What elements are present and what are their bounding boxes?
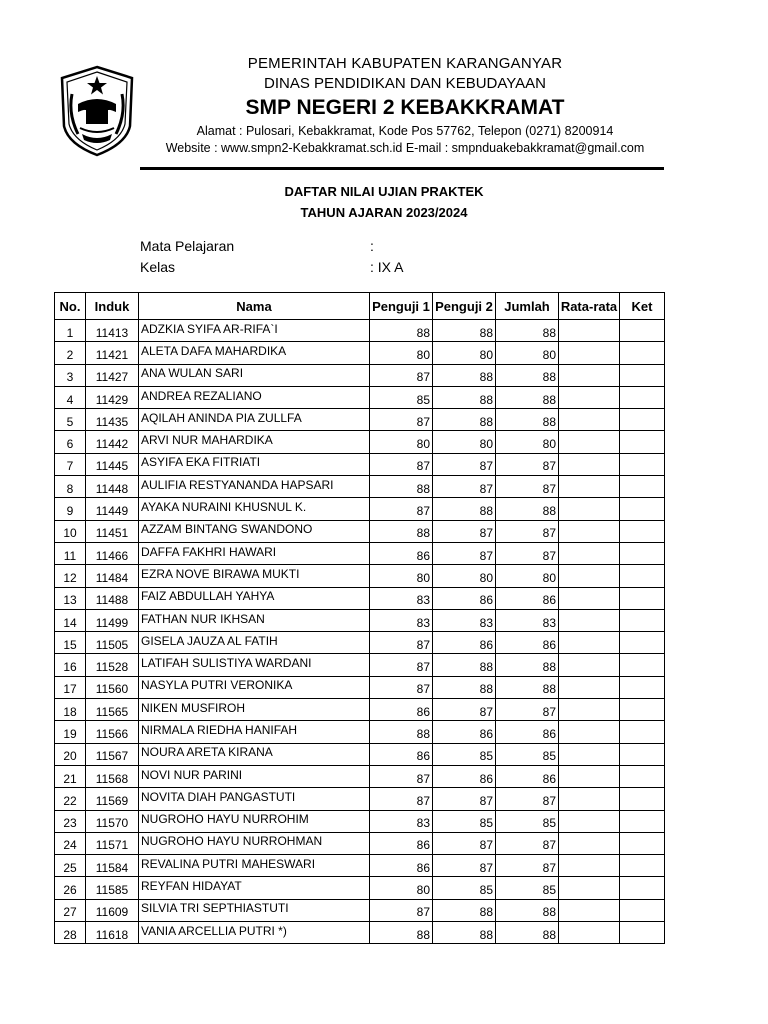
average-score <box>559 699 620 721</box>
examiner-1-score: 87 <box>370 453 433 475</box>
average-score <box>559 743 620 765</box>
student-name: REVALINA PUTRI MAHESWARI <box>139 855 370 877</box>
row-number: 15 <box>55 632 86 654</box>
row-number: 23 <box>55 810 86 832</box>
col-rata-rata-header: Rata-rata <box>559 293 620 320</box>
remarks <box>620 609 665 631</box>
remarks <box>620 409 665 431</box>
col-no-header: No. <box>55 293 86 320</box>
remarks <box>620 632 665 654</box>
examiner-2-score: 88 <box>433 386 496 408</box>
table-row <box>55 565 665 587</box>
examiner-1-score: 88 <box>370 520 433 542</box>
letterhead <box>140 54 670 157</box>
average-score <box>559 587 620 609</box>
row-number: 16 <box>55 654 86 676</box>
examiner-2-score: 87 <box>433 520 496 542</box>
total-score: 86 <box>496 632 559 654</box>
remarks <box>620 542 665 564</box>
table-row <box>55 765 665 787</box>
table-row <box>55 922 665 944</box>
examiner-1-score: 87 <box>370 364 433 386</box>
total-score: 86 <box>496 765 559 787</box>
student-name: NASYLA PUTRI VERONIKA <box>139 676 370 698</box>
total-score: 88 <box>496 654 559 676</box>
student-id: 11585 <box>86 877 139 899</box>
examiner-1-score: 85 <box>370 386 433 408</box>
department-name: DINAS PENDIDIKAN DAN KEBUDAYAAN <box>263 75 546 92</box>
examiner-1-score: 83 <box>370 587 433 609</box>
student-name: NOURA ARETA KIRANA <box>139 743 370 765</box>
student-id: 11528 <box>86 654 139 676</box>
examiner-1-score: 87 <box>370 676 433 698</box>
total-score: 85 <box>496 877 559 899</box>
student-name: GISELA JAUZA AL FATIH <box>139 632 370 654</box>
examiner-2-score: 80 <box>433 431 496 453</box>
table-row <box>55 386 665 408</box>
remarks <box>620 721 665 743</box>
examiner-2-score: 85 <box>433 877 496 899</box>
average-score <box>559 765 620 787</box>
total-score: 88 <box>496 676 559 698</box>
table-row <box>55 342 665 364</box>
examiner-1-score: 88 <box>370 476 433 498</box>
total-score: 86 <box>496 587 559 609</box>
examiner-1-score: 86 <box>370 699 433 721</box>
average-score <box>559 542 620 564</box>
average-score <box>559 922 620 944</box>
table-row <box>55 855 665 877</box>
student-id: 11584 <box>86 855 139 877</box>
academic-year: TAHUN AJARAN 2023/2024 <box>300 205 468 220</box>
total-score: 85 <box>496 810 559 832</box>
row-number: 10 <box>55 520 86 542</box>
examiner-1-score: 80 <box>370 431 433 453</box>
average-score <box>559 899 620 921</box>
row-number: 9 <box>55 498 86 520</box>
student-name: ARVI NUR MAHARDIKA <box>139 431 370 453</box>
school-website: Website : www.smpn2-Kebakkramat.sch.id E-mail : smpnduakebakkramat@gmail.com <box>165 141 645 155</box>
table-row <box>55 654 665 676</box>
examiner-1-score: 88 <box>370 320 433 342</box>
row-number: 4 <box>55 386 86 408</box>
remarks <box>620 476 665 498</box>
karanganyar-emblem-icon <box>58 64 136 158</box>
examiner-1-score: 86 <box>370 542 433 564</box>
table-row <box>55 877 665 899</box>
total-score: 85 <box>496 743 559 765</box>
average-score <box>559 609 620 631</box>
table-row <box>55 699 665 721</box>
examiner-2-score: 88 <box>433 899 496 921</box>
examiner-2-score: 88 <box>433 922 496 944</box>
row-number: 24 <box>55 832 86 854</box>
row-number: 8 <box>55 476 86 498</box>
total-score: 80 <box>496 565 559 587</box>
remarks <box>620 498 665 520</box>
student-id: 11571 <box>86 832 139 854</box>
remarks <box>620 855 665 877</box>
student-id: 11445 <box>86 453 139 475</box>
student-id: 11413 <box>86 320 139 342</box>
average-score <box>559 320 620 342</box>
table-row <box>55 810 665 832</box>
student-id: 11609 <box>86 899 139 921</box>
student-name: ASYIFA EKA FITRIATI <box>139 453 370 475</box>
average-score <box>559 453 620 475</box>
student-id: 11567 <box>86 743 139 765</box>
examiner-2-score: 83 <box>433 609 496 631</box>
examiner-1-score: 86 <box>370 855 433 877</box>
grades-table <box>54 292 665 944</box>
student-id: 11435 <box>86 409 139 431</box>
total-score: 88 <box>496 364 559 386</box>
student-name: AULIFIA RESTYANANDA HAPSARI <box>139 476 370 498</box>
examiner-1-score: 83 <box>370 810 433 832</box>
examiner-1-score: 88 <box>370 721 433 743</box>
examiner-2-score: 86 <box>433 765 496 787</box>
average-score <box>559 810 620 832</box>
school-address: Alamat : Pulosari, Kebakkramat, Kode Pos 57762, Telepon (0271) 8200914 <box>196 124 614 138</box>
row-number: 22 <box>55 788 86 810</box>
examiner-1-score: 80 <box>370 877 433 899</box>
examiner-2-score: 88 <box>433 409 496 431</box>
student-name: NOVITA DIAH PANGASTUTI <box>139 788 370 810</box>
examiner-1-score: 87 <box>370 632 433 654</box>
table-row <box>55 899 665 921</box>
student-name: REYFAN HIDAYAT <box>139 877 370 899</box>
average-score <box>559 788 620 810</box>
student-id: 11570 <box>86 810 139 832</box>
row-number: 27 <box>55 899 86 921</box>
row-number: 21 <box>55 765 86 787</box>
average-score <box>559 855 620 877</box>
student-id: 11448 <box>86 476 139 498</box>
table-row <box>55 431 665 453</box>
student-name: ANDREA REZALIANO <box>139 386 370 408</box>
examiner-2-score: 85 <box>433 810 496 832</box>
average-score <box>559 654 620 676</box>
examiner-2-score: 80 <box>433 342 496 364</box>
student-name: AYAKA NURAINI KHUSNUL K. <box>139 498 370 520</box>
col-ket-header: Ket <box>620 293 665 320</box>
row-number: 3 <box>55 364 86 386</box>
average-score <box>559 386 620 408</box>
table-row <box>55 542 665 564</box>
examiner-2-score: 87 <box>433 788 496 810</box>
remarks <box>620 520 665 542</box>
student-name: ALETA DAFA MAHARDIKA <box>139 342 370 364</box>
examiner-1-score: 80 <box>370 565 433 587</box>
student-name: LATIFAH SULISTIYA WARDANI <box>139 654 370 676</box>
row-number: 26 <box>55 877 86 899</box>
total-score: 88 <box>496 386 559 408</box>
col-penguji-2-header: Penguji 2 <box>433 293 496 320</box>
student-id: 11429 <box>86 386 139 408</box>
total-score: 88 <box>496 320 559 342</box>
table-row <box>55 832 665 854</box>
examiner-2-score: 88 <box>433 364 496 386</box>
row-number: 2 <box>55 342 86 364</box>
examiner-2-score: 87 <box>433 832 496 854</box>
student-id: 11499 <box>86 609 139 631</box>
table-row <box>55 498 665 520</box>
average-score <box>559 832 620 854</box>
col-jumlah-header: Jumlah <box>496 293 559 320</box>
examiner-2-score: 86 <box>433 721 496 743</box>
total-score: 80 <box>496 342 559 364</box>
average-score <box>559 877 620 899</box>
student-id: 11421 <box>86 342 139 364</box>
student-id: 11565 <box>86 699 139 721</box>
student-name: ANA WULAN SARI <box>139 364 370 386</box>
examiner-2-score: 87 <box>433 699 496 721</box>
student-id: 11427 <box>86 364 139 386</box>
average-score <box>559 364 620 386</box>
student-id: 11618 <box>86 922 139 944</box>
examiner-1-score: 87 <box>370 788 433 810</box>
remarks <box>620 364 665 386</box>
class-label: Kelas <box>140 259 176 275</box>
total-score: 87 <box>496 855 559 877</box>
table-row <box>55 788 665 810</box>
school-name: SMP NEGERI 2 KEBAKKRAMAT <box>245 96 565 119</box>
subject-label: Mata Pelajaran <box>140 238 235 254</box>
examiner-2-score: 87 <box>433 855 496 877</box>
average-score <box>559 676 620 698</box>
row-number: 7 <box>55 453 86 475</box>
examiner-1-score: 83 <box>370 609 433 631</box>
total-score: 88 <box>496 409 559 431</box>
average-score <box>559 721 620 743</box>
row-number: 20 <box>55 743 86 765</box>
table-row <box>55 520 665 542</box>
examiner-1-score: 86 <box>370 832 433 854</box>
subject-value: : <box>370 238 374 254</box>
table-row <box>55 320 665 342</box>
remarks <box>620 587 665 609</box>
remarks <box>620 699 665 721</box>
examiner-2-score: 88 <box>433 676 496 698</box>
row-number: 25 <box>55 855 86 877</box>
student-name: VANIA ARCELLIA PUTRI *) <box>139 922 370 944</box>
row-number: 5 <box>55 409 86 431</box>
remarks <box>620 654 665 676</box>
examiner-1-score: 87 <box>370 409 433 431</box>
remarks <box>620 765 665 787</box>
table-row <box>55 743 665 765</box>
student-name: NUGROHO HAYU NURROHMAN <box>139 832 370 854</box>
table-row <box>55 476 665 498</box>
total-score: 87 <box>496 542 559 564</box>
total-score: 88 <box>496 922 559 944</box>
examiner-2-score: 88 <box>433 654 496 676</box>
student-id: 11451 <box>86 520 139 542</box>
col-induk-header: Induk <box>86 293 139 320</box>
examiner-2-score: 87 <box>433 542 496 564</box>
remarks <box>620 386 665 408</box>
total-score: 87 <box>496 453 559 475</box>
total-score: 88 <box>496 899 559 921</box>
examiner-1-score: 88 <box>370 922 433 944</box>
average-score <box>559 498 620 520</box>
total-score: 88 <box>496 498 559 520</box>
examiner-1-score: 87 <box>370 899 433 921</box>
average-score <box>559 565 620 587</box>
examiner-2-score: 87 <box>433 476 496 498</box>
remarks <box>620 810 665 832</box>
col-nama-header: Nama <box>139 293 370 320</box>
student-id: 11466 <box>86 542 139 564</box>
row-number: 18 <box>55 699 86 721</box>
row-number: 28 <box>55 922 86 944</box>
total-score: 87 <box>496 699 559 721</box>
remarks <box>620 743 665 765</box>
remarks <box>620 877 665 899</box>
student-name: FATHAN NUR IKHSAN <box>139 609 370 631</box>
average-score <box>559 520 620 542</box>
document-title: DAFTAR NILAI UJIAN PRAKTEK <box>284 184 484 199</box>
average-score <box>559 431 620 453</box>
row-number: 14 <box>55 609 86 631</box>
table-header-row <box>55 293 665 320</box>
average-score <box>559 632 620 654</box>
student-name: NUGROHO HAYU NURROHIM <box>139 810 370 832</box>
table-row <box>55 364 665 386</box>
examiner-2-score: 87 <box>433 453 496 475</box>
row-number: 6 <box>55 431 86 453</box>
examiner-2-score: 86 <box>433 587 496 609</box>
examiner-2-score: 85 <box>433 743 496 765</box>
remarks <box>620 899 665 921</box>
table-row <box>55 453 665 475</box>
total-score: 87 <box>496 832 559 854</box>
table-row <box>55 587 665 609</box>
student-name: NIKEN MUSFIROH <box>139 699 370 721</box>
class-value: : IX A <box>370 259 404 275</box>
total-score: 87 <box>496 476 559 498</box>
examiner-1-score: 80 <box>370 342 433 364</box>
student-name: SILVIA TRI SEPTHIASTUTI <box>139 899 370 921</box>
student-name: AZZAM BINTANG SWANDONO <box>139 520 370 542</box>
examiner-1-score: 87 <box>370 498 433 520</box>
remarks <box>620 788 665 810</box>
total-score: 83 <box>496 609 559 631</box>
table-row <box>55 721 665 743</box>
student-name: NOVI NUR PARINI <box>139 765 370 787</box>
remarks <box>620 431 665 453</box>
row-number: 1 <box>55 320 86 342</box>
row-number: 19 <box>55 721 86 743</box>
student-name: ADZKIA SYIFA AR-RIFA`I <box>139 320 370 342</box>
col-penguji-1-header: Penguji 1 <box>370 293 433 320</box>
student-id: 11449 <box>86 498 139 520</box>
total-score: 80 <box>496 431 559 453</box>
examiner-2-score: 88 <box>433 320 496 342</box>
average-score <box>559 476 620 498</box>
total-score: 87 <box>496 520 559 542</box>
row-number: 12 <box>55 565 86 587</box>
student-id: 11488 <box>86 587 139 609</box>
student-id: 11566 <box>86 721 139 743</box>
total-score: 86 <box>496 721 559 743</box>
letterhead-divider <box>140 167 664 170</box>
remarks <box>620 676 665 698</box>
student-id: 11484 <box>86 565 139 587</box>
student-id: 11505 <box>86 632 139 654</box>
remarks <box>620 320 665 342</box>
student-id: 11560 <box>86 676 139 698</box>
examiner-1-score: 87 <box>370 654 433 676</box>
student-id: 11569 <box>86 788 139 810</box>
row-number: 11 <box>55 542 86 564</box>
remarks <box>620 565 665 587</box>
remarks <box>620 342 665 364</box>
row-number: 17 <box>55 676 86 698</box>
student-id: 11442 <box>86 431 139 453</box>
examiner-2-score: 80 <box>433 565 496 587</box>
student-name: DAFFA FAKHRI HAWARI <box>139 542 370 564</box>
examiner-2-score: 86 <box>433 632 496 654</box>
table-row <box>55 632 665 654</box>
table-row <box>55 409 665 431</box>
examiner-1-score: 86 <box>370 743 433 765</box>
row-number: 13 <box>55 587 86 609</box>
student-name: AQILAH ANINDA PIA ZULLFA <box>139 409 370 431</box>
table-row <box>55 609 665 631</box>
examiner-2-score: 88 <box>433 498 496 520</box>
student-name: NIRMALA RIEDHA HANIFAH <box>139 721 370 743</box>
total-score: 87 <box>496 788 559 810</box>
student-name: EZRA NOVE BIRAWA MUKTI <box>139 565 370 587</box>
student-name: FAIZ ABDULLAH YAHYA <box>139 587 370 609</box>
examiner-1-score: 87 <box>370 765 433 787</box>
remarks <box>620 922 665 944</box>
average-score <box>559 342 620 364</box>
student-id: 11568 <box>86 765 139 787</box>
table-row <box>55 676 665 698</box>
government-name: PEMERINTAH KABUPATEN KARANGANYAR <box>247 55 563 72</box>
remarks <box>620 453 665 475</box>
remarks <box>620 832 665 854</box>
average-score <box>559 409 620 431</box>
